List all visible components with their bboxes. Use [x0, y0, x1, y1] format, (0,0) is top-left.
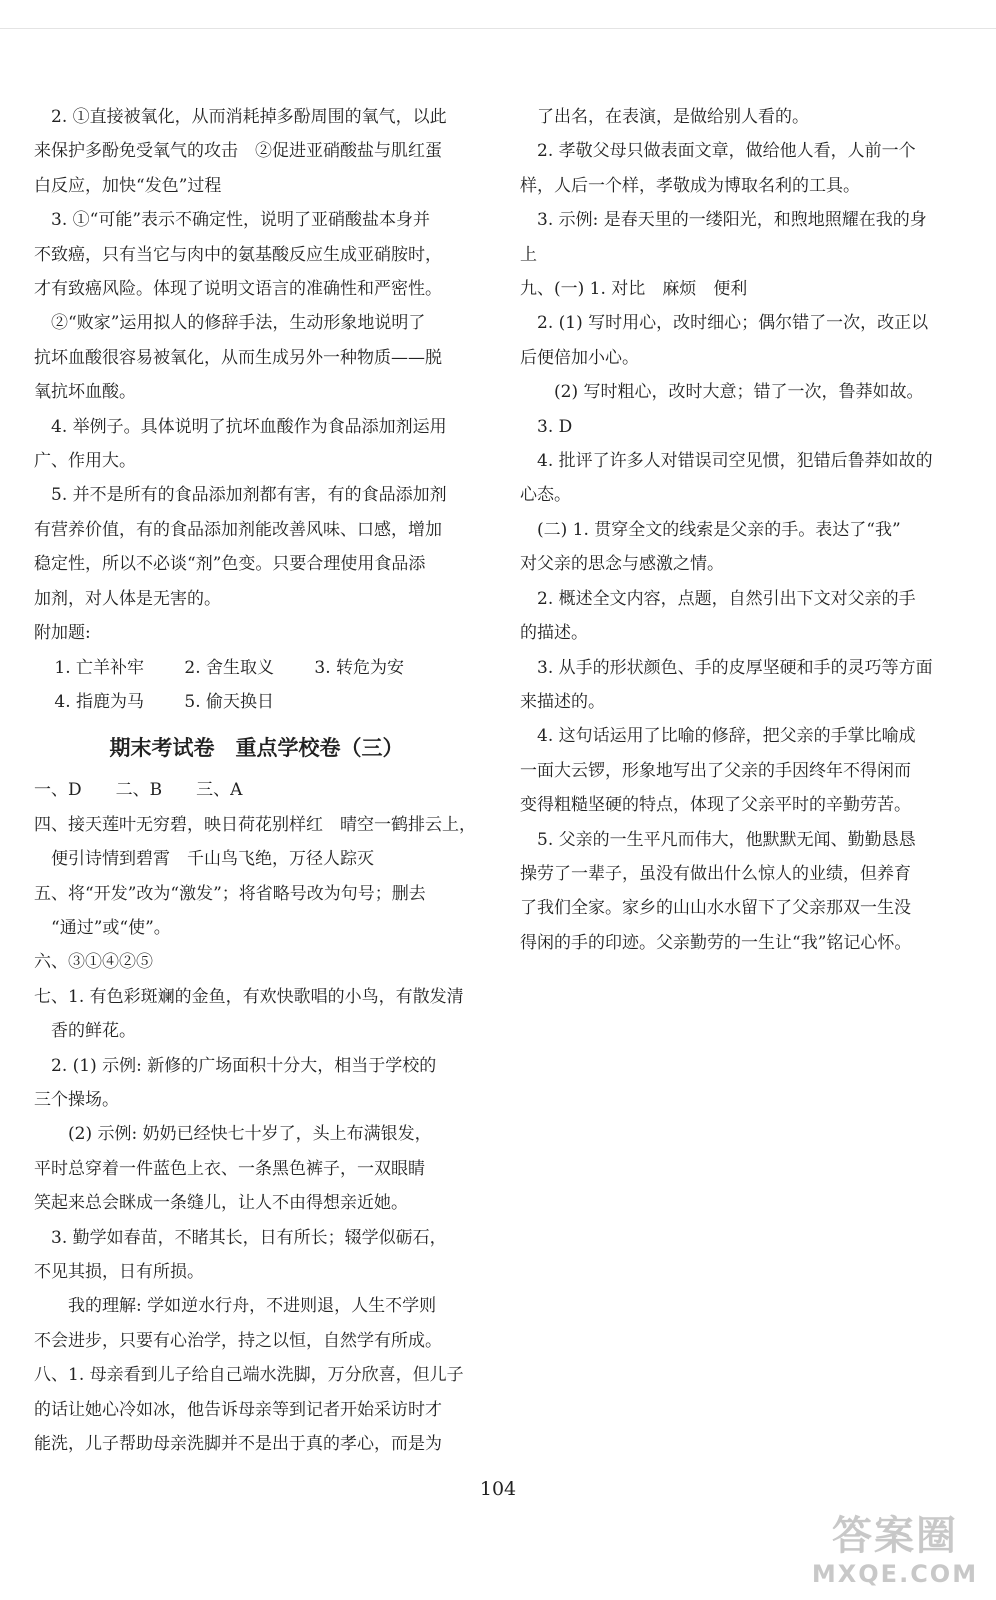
answer-line: 5. 并不是所有的食品添加剂都有害，有的食品添加剂: [51, 485, 447, 506]
extra-row-2: [34, 685, 479, 719]
answer-line: 有营养价值，有的食品添加剂能改善风味、口感，增加: [34, 519, 442, 540]
extra-answer: 5. 偷天换日: [184, 691, 275, 712]
site-watermark: [810, 1512, 980, 1592]
answer-line: 2. 孝敬父母只做表面文章，做给他人看，人前一个: [537, 141, 916, 162]
answer-line: 3. 勤学如春苗，不睹其长，日有所长；辍学似砺石，: [51, 1227, 447, 1248]
top-rule: [0, 28, 996, 29]
answer-line: 来描述的。: [520, 691, 605, 712]
answer-line: 心态。: [520, 485, 571, 506]
answer-line: 3. 从手的形状颜色、手的皮厚坚硬和手的灵巧等方面: [537, 657, 933, 678]
answer-line: 八、1. 母亲看到儿子给自己端水洗脚，万分欣喜，但儿子: [34, 1365, 464, 1386]
answer-line: 才有致癌风险。体现了说明文语言的准确性和严密性。: [34, 279, 442, 300]
answer-line: 了我们全家。家乡的山山水水留下了父亲那双一生没: [520, 898, 911, 919]
answer-line: (二) 1. 贯穿全文的线索是父亲的手。表达了“我”: [537, 519, 901, 540]
answer-line: 便引诗情到碧霄 千山鸟飞绝，万径人踪灭: [51, 849, 374, 870]
answer-line: 上: [520, 244, 537, 265]
answer-line: 七、1. 有色彩斑斓的金鱼，有欢快歌唱的小鸟，有散发清: [34, 986, 464, 1007]
extra-heading: 附加题:: [34, 623, 91, 644]
answer-line: “通过”或“使”。: [51, 917, 171, 938]
answer-line: 3. 示例: 是春天里的一缕阳光，和煦地照耀在我的身: [537, 210, 927, 231]
answer-line: 3. D: [537, 416, 573, 437]
answer-line: 5. 父亲的一生平凡而伟大，他默默无闻、勤勤恳恳: [537, 829, 916, 850]
answer-line: 广、作用大。: [34, 451, 136, 472]
answer-line: 稳定性，所以不必谈“剂”色变。只要合理使用食品添: [34, 554, 426, 575]
answer-line: 了出名，在表演，是做给别人看的。: [537, 107, 809, 127]
answer-line: 一面大云锣，形象地写出了父亲的手因终年不得闲而: [520, 760, 911, 781]
answer-line: 四、接天莲叶无穷碧，映日荷花别样红 晴空一鹤排云上，: [34, 814, 476, 835]
answer-line: 能洗，儿子帮助母亲洗脚并不是出于真的孝心，而是为: [34, 1434, 442, 1455]
answer-line: 变得粗糙坚硬的特点，体现了父亲平时的辛勤劳苦。: [520, 795, 911, 816]
answer-line: 的话让她心冷如冰，他告诉母亲等到记者开始采访时才: [34, 1399, 442, 1420]
answer-line: 不见其损，日有所损。: [34, 1262, 204, 1282]
answer-line: 九、(一) 1. 对比 麻烦 便利: [520, 279, 748, 300]
section-title: 期末考试卷 重点学校卷（三）: [109, 736, 404, 761]
answer-line: 4. 举例子。具体说明了抗坏血酸作为食品添加剂运用: [51, 416, 447, 437]
answer-line: 样，人后一个样，孝敬成为博取名利的工具。: [520, 175, 860, 196]
answer-line: 后便倍加小心。: [520, 347, 639, 368]
answer-line: 4. 这句话运用了比喻的修辞，把父亲的手掌比喻成: [537, 726, 916, 747]
answer-line: 白反应，加快“发色”过程: [34, 175, 222, 196]
answer-line: 2. 概述全文内容，点题，自然引出下文对父亲的手: [537, 588, 916, 609]
answer-line: 香的鲜花。: [51, 1021, 136, 1042]
extra-answer: 2. 舍生取义: [184, 657, 275, 678]
answer-line: 三个操场。: [34, 1089, 119, 1110]
answer-line: 加剂，对人体是无害的。: [34, 588, 221, 609]
answer-line: 4. 批评了许多人对错误司空见惯，犯错后鲁莽如故的: [537, 451, 933, 472]
answer-line: 一、D 二、B 三、A: [34, 780, 243, 801]
answer-line: 五、将“开发”改为“激发”；将省略号改为句号；删去: [34, 883, 426, 904]
answer-line: 我的理解: 学如逆水行舟，不进则退，人生不学则: [68, 1296, 437, 1317]
answer-line: ②“败家”运用拟人的修辞手法，生动形象地说明了: [51, 313, 426, 334]
answer-line: (2) 写时粗心，改时大意；错了一次，鲁莽如故。: [554, 382, 924, 403]
answer-line: 不会进步，只要有心治学，持之以恒，自然学有所成。: [34, 1330, 442, 1351]
answer-line: 氧抗坏血酸。: [34, 382, 136, 403]
answer-line: 笑起来总会眯成一条缝儿，让人不由得想亲近她。: [34, 1193, 408, 1214]
left-column: [34, 100, 479, 1461]
answer-line: 来保护多酚免受氧气的攻击 ②促进亚硝酸盐与肌红蛋: [34, 141, 442, 162]
page-number: 104: [479, 1478, 517, 1500]
answer-line: 3. ①“可能”表示不确定性，说明了亚硝酸盐本身并: [51, 210, 431, 231]
answer-line: 对父亲的思念与感激之情。: [520, 554, 724, 575]
extra-row-1: [34, 651, 479, 685]
watermark-url: MXQE.COM: [811, 1560, 979, 1588]
answer-line: 的描述。: [520, 623, 588, 644]
answer-line: 抗坏血酸很容易被氧化，从而生成另外一种物质——脱: [34, 347, 442, 368]
answer-line: 2. (1) 写时用心，改时细心；偶尔错了一次，改正以: [537, 313, 929, 334]
extra-answer: 4. 指鹿为马: [54, 691, 145, 712]
answer-line: 六、③①④②⑤: [34, 952, 153, 973]
answer-line: 2. ①直接被氧化，从而消耗掉多酚周围的氧气，以此: [51, 107, 447, 127]
answer-line: 操劳了一辈子，虽没有做出什么惊人的业绩，但养育: [520, 863, 911, 884]
answer-line: 2. (1) 示例: 新修的广场面积十分大，相当于学校的: [51, 1055, 437, 1076]
answer-line: (2) 示例: 奶奶已经快七十岁了，头上布满银发，: [68, 1124, 432, 1145]
watermark-logo-text: 答案圈: [832, 1513, 958, 1559]
right-column: [520, 100, 965, 960]
answer-line: 得闲的手的印迹。父亲勤劳的一生让“我”铭记心怀。: [520, 932, 912, 953]
extra-answer: 1. 亡羊补牢: [54, 657, 145, 678]
answer-line: 平时总穿着一件蓝色上衣、一条黑色裤子，一双眼睛: [34, 1158, 425, 1179]
answer-line: 不致癌，只有当它与肉中的氨基酸反应生成亚硝胺时，: [34, 244, 442, 265]
extra-answer: 3. 转危为安: [314, 657, 405, 678]
